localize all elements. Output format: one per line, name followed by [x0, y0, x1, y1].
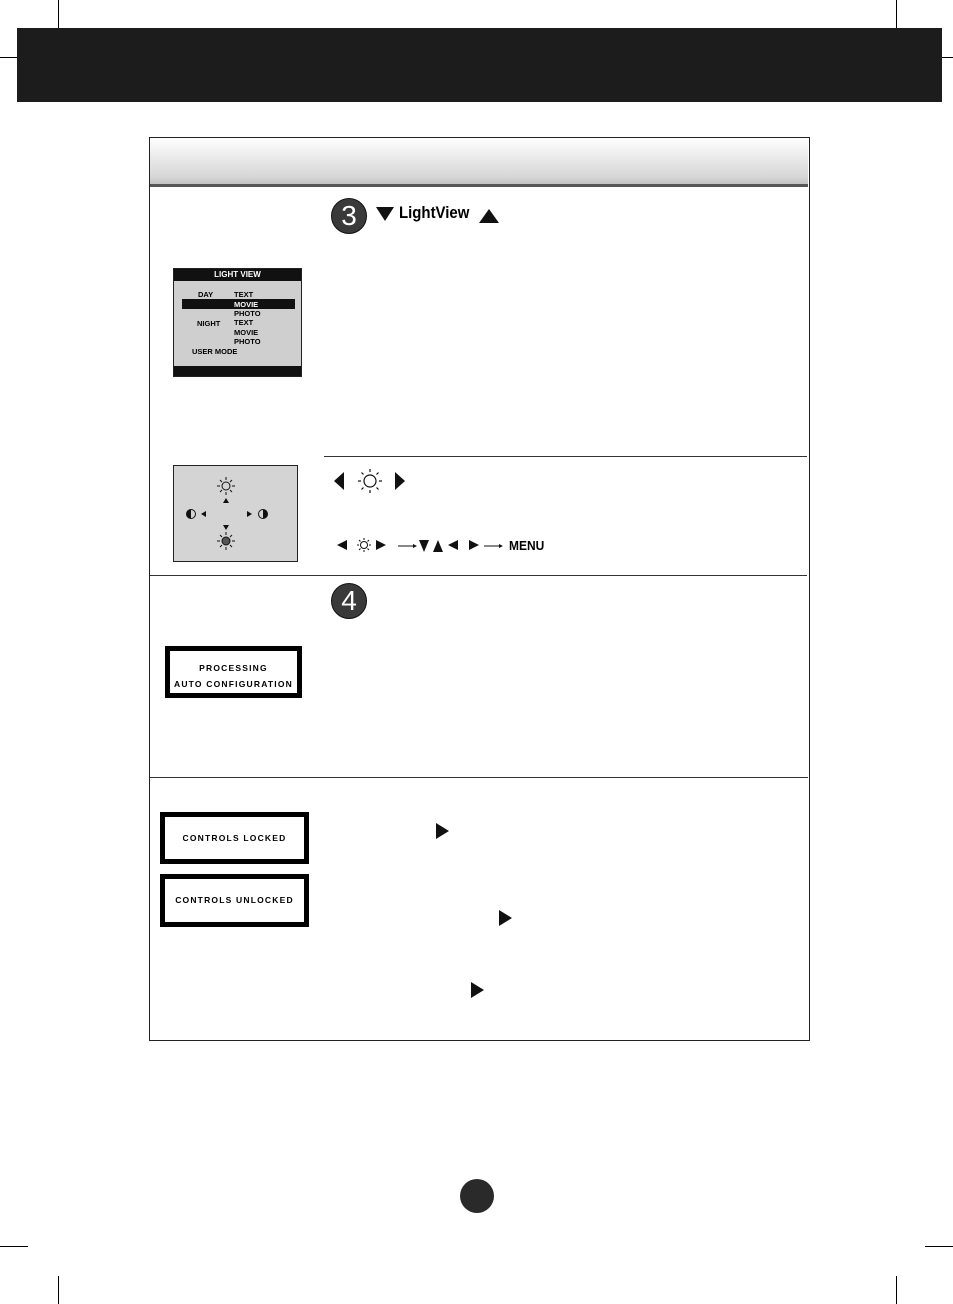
osd-title: LIGHT VIEW — [174, 269, 301, 281]
menu-item-selected[interactable]: MOVIE — [234, 299, 259, 309]
divider — [324, 456, 807, 457]
osd-line: PROCESSING — [199, 663, 268, 673]
menu-group-label: NIGHT — [197, 319, 221, 328]
arrow-right-icon — [436, 823, 449, 839]
menu-item[interactable]: MOVIE — [234, 327, 259, 337]
menu-item[interactable]: TEXT — [234, 290, 254, 299]
menu-item[interactable]: TEXT — [234, 318, 254, 327]
light-view-osd — [173, 268, 302, 377]
frame-header — [150, 138, 808, 184]
brightness-control-icon — [330, 466, 410, 496]
controls-locked-osd — [160, 812, 309, 864]
osd-line: CONTROLS LOCKED — [182, 833, 287, 843]
arrow-right-icon — [471, 982, 484, 998]
crop-mark — [896, 1276, 897, 1304]
divider — [150, 575, 807, 576]
page-number-badge — [460, 1179, 494, 1213]
menu-button-label: MENU — [509, 538, 545, 553]
crop-mark — [58, 0, 59, 28]
osd-line: AUTO CONFIGURATION — [173, 679, 294, 689]
arrow-right-icon — [499, 910, 512, 926]
menu-item[interactable]: PHOTO — [234, 309, 261, 318]
processing-osd — [165, 646, 302, 698]
menu-group-label[interactable]: USER MODE — [192, 346, 238, 356]
navigation-sequence-icon — [334, 536, 509, 556]
crop-mark — [0, 1246, 28, 1247]
step-number-4: 4 — [331, 583, 367, 619]
controls-unlocked-osd — [160, 874, 309, 927]
header-bar — [17, 28, 942, 102]
menu-group-label: DAY — [198, 290, 214, 299]
osd-line: CONTROLS UNLOCKED — [175, 895, 294, 905]
step-number-3: 3 — [331, 198, 367, 234]
divider — [150, 777, 808, 778]
crop-mark — [0, 57, 17, 58]
triangle-up-icon — [479, 209, 499, 223]
sun-icon — [174, 466, 299, 563]
crop-mark — [925, 1246, 953, 1247]
adjust-illustration — [173, 465, 298, 562]
menu-item[interactable]: PHOTO — [234, 337, 261, 346]
osd-footer — [174, 366, 301, 376]
section-title: LightView — [399, 203, 470, 222]
crop-mark — [58, 1276, 59, 1304]
crop-mark — [896, 0, 897, 28]
triangle-down-icon — [376, 207, 394, 221]
crop-mark — [942, 57, 953, 58]
frame-header-rule — [150, 184, 808, 187]
